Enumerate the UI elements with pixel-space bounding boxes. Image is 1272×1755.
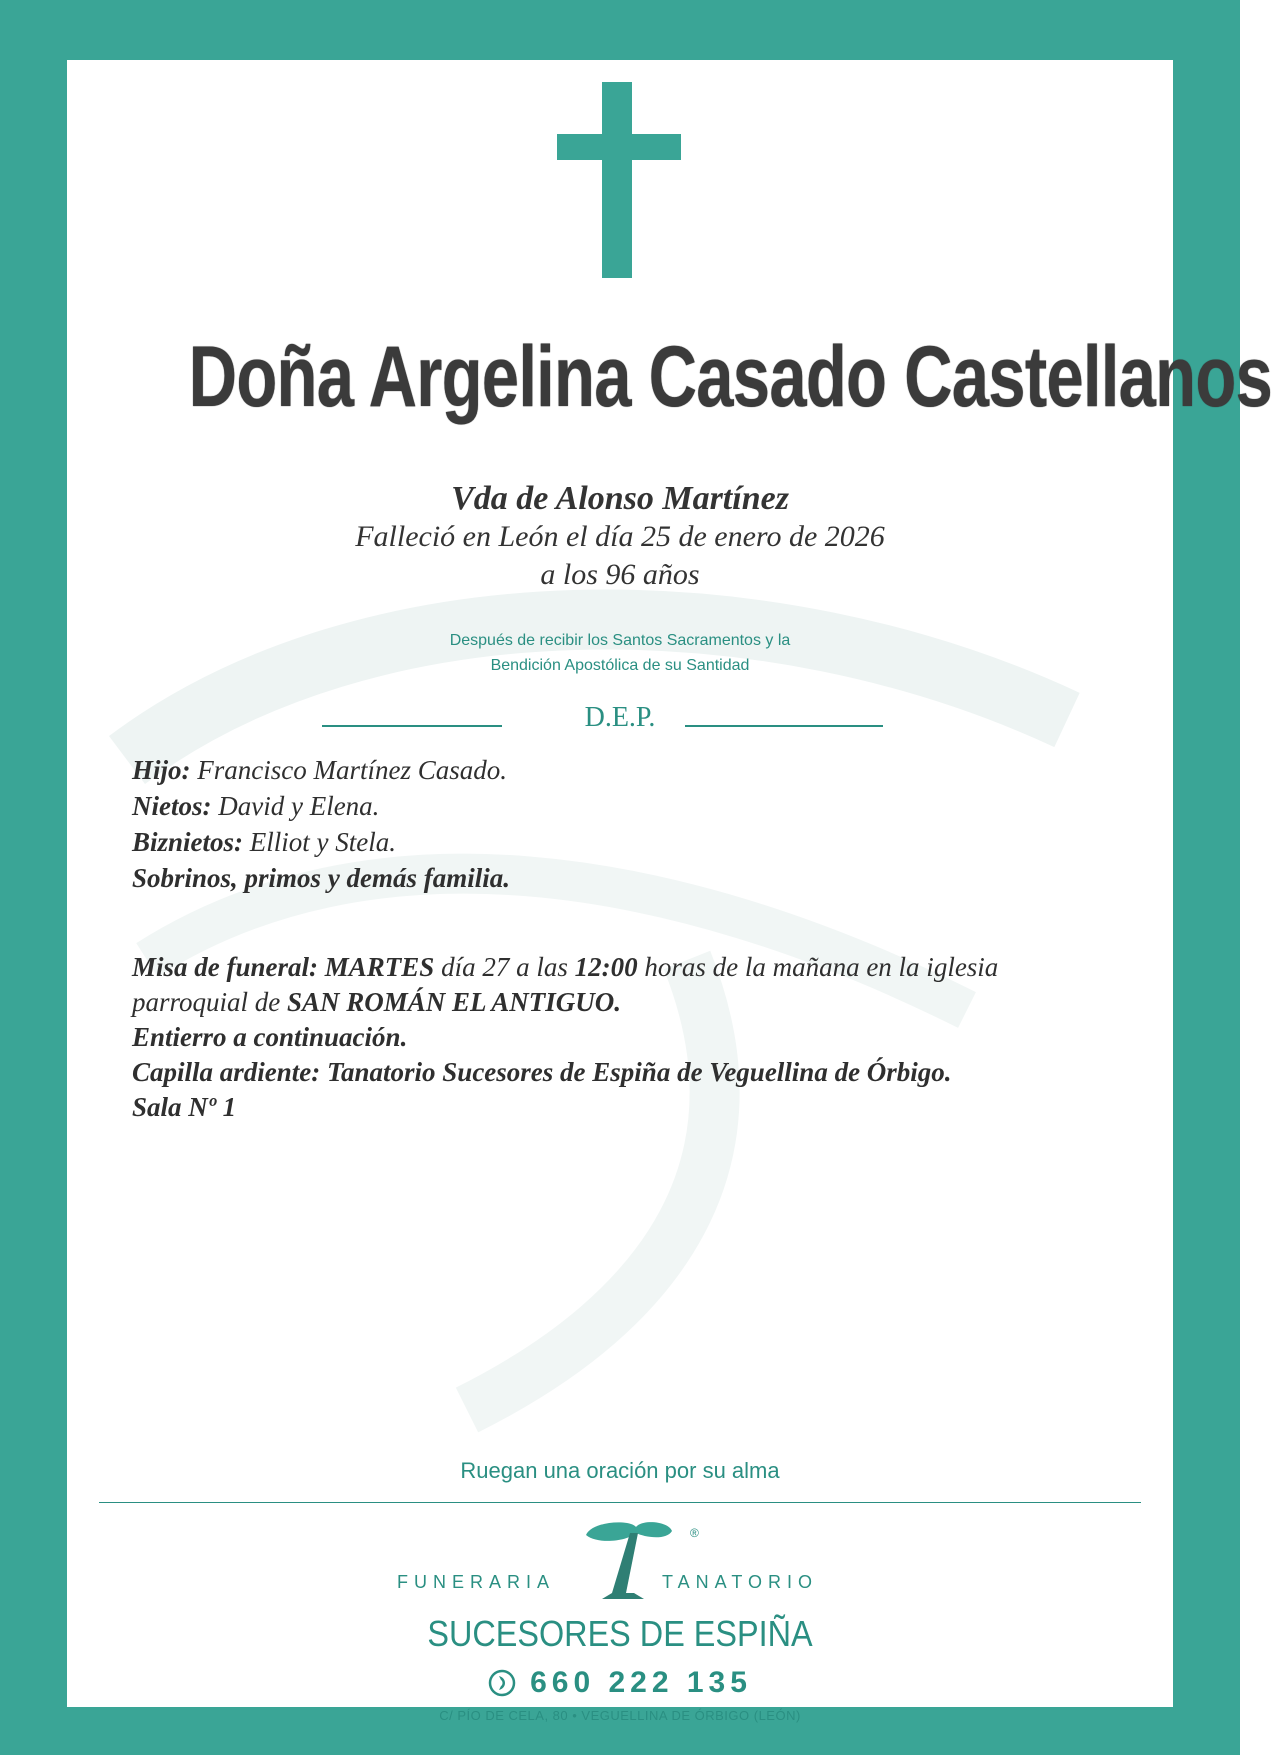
service-details: [132, 950, 1132, 1125]
widow-of: Vda de Alonso Martínez: [451, 480, 789, 517]
family-others: Sobrinos, primos y demás familia.: [132, 863, 511, 893]
registered-mark: ®: [690, 1526, 699, 1540]
funeraria-label: FUNERARIA: [397, 1572, 556, 1592]
phone-icon: [488, 1669, 516, 1697]
footer-divider: [99, 1502, 1141, 1503]
tree-logo-icon: [572, 1515, 682, 1607]
obituary-card: [67, 60, 1272, 1723]
death-details: Falleció en León el día 25 de enero de 2026: [355, 520, 885, 553]
family-great-grandchildren: Biznietos: Elliot y Stela.: [132, 827, 397, 857]
sacraments-line-2: Bendición Apostólica de su Santidad: [490, 657, 750, 674]
divider-line-right: [685, 725, 883, 727]
phone-row: [67, 1666, 1173, 1700]
divider-line-left: [322, 725, 502, 727]
family-son: Hijo: Francisco Martínez Casado.: [132, 755, 507, 785]
burial-line: Entierro a continuación.: [132, 1022, 408, 1052]
tanatorio-label: TANATORIO: [662, 1572, 819, 1592]
age: a los 96 años: [540, 558, 700, 591]
chapel-line: Capilla ardiente: Tanatorio Sucesores de Espiña de Veguellina de Órbigo.: [132, 1057, 952, 1087]
company-address: C/ PÍO DE CELA, 80 • VEGUELLINA DE ÓRBIGO (LEÓN): [439, 1708, 801, 1723]
parish-line: parroquial de SAN ROMÁN EL ANTIGUO.: [132, 987, 622, 1017]
deceased-name: Doña Argelina Casado Castellanos: [188, 329, 1272, 425]
phone-number: 660 222 135: [530, 1666, 752, 1699]
prayer-request: Ruegan una oración por su alma: [460, 1458, 780, 1483]
dep-divider: [67, 702, 1173, 742]
dep-text: D.E.P.: [584, 702, 656, 733]
family-list: [132, 752, 1112, 896]
sacraments-text: [67, 628, 1173, 678]
company-name: SUCESORES DE ESPIÑA: [427, 1613, 813, 1654]
cross-icon: [557, 82, 681, 278]
room-line: Sala Nº 1: [132, 1092, 237, 1122]
mass-line: Misa de funeral: MARTES día 27 a las 12:00 horas de la mañana en la iglesia: [132, 952, 999, 982]
family-grandchildren: Nietos: David y Elena.: [132, 791, 380, 821]
sacraments-line-1: Después de recibir los Santos Sacramentos y la: [449, 632, 791, 649]
